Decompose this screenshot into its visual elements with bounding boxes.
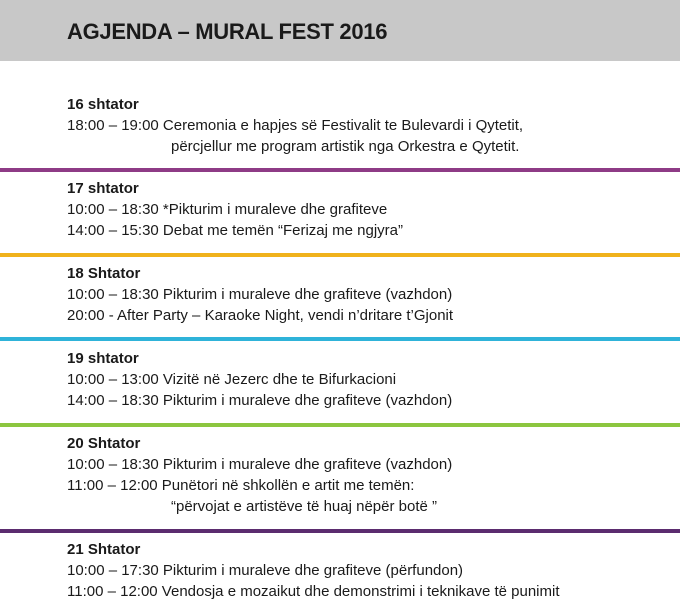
section-divider [0,529,680,533]
agenda-item-continuation: “përvojat e artistëve të huaj nëpër botë ” [171,498,437,515]
day-section-18 [67,263,677,326]
agenda-item: 10:00 – 18:30 *Pikturim i muraleve dhe grafiteve [67,201,388,218]
day-heading: 17 shtator [67,180,139,197]
agenda-item: 10:00 – 18:30 Pikturim i muraleve dhe grafiteve (vazhdon) [67,286,453,303]
day-section-17 [67,178,677,241]
agenda-item: 14:00 – 15:30 Debat me temën “Ferizaj me ngjyra” [67,222,403,239]
agenda-item: 11:00 – 12:00 Punëtori në shkollën e artit me temën: [67,477,415,494]
day-section-21 [67,539,677,602]
section-divider [0,423,680,427]
section-divider [0,253,680,257]
section-divider [0,337,680,341]
day-heading: 20 Shtator [67,435,141,452]
agenda-item: 10:00 – 17:30 Pikturim i muraleve dhe grafiteve (përfundon) [67,562,464,579]
agenda-item: 20:00 - After Party – Karaoke Night, vendi n’dritare t’Gjonit [67,307,454,324]
day-heading: 18 Shtator [67,265,141,282]
agenda-item-continuation: përcjellur me program artistik nga Orkestra e Qytetit. [171,138,520,155]
agenda-item: 14:00 – 18:30 Pikturim i muraleve dhe grafiteve (vazhdon) [67,392,453,409]
day-heading: 19 shtator [67,350,139,367]
day-heading: 16 shtator [67,96,139,113]
section-divider [0,168,680,172]
agenda-item: 18:00 – 19:00 Ceremonia e hapjes së Festivalit te Bulevardi i Qytetit, [67,117,524,134]
agenda-item: 10:00 – 13:00 Vizitë në Jezerc dhe te Bifurkacioni [67,371,397,388]
page-title: AGJENDA – MURAL FEST 2016 [67,19,388,44]
header-bar [0,0,680,61]
day-section-16 [67,94,677,157]
agenda-item: 10:00 – 18:30 Pikturim i muraleve dhe grafiteve (vazhdon) [67,456,453,473]
day-section-19 [67,348,677,411]
agenda-item: 11:00 – 12:00 Vendosja e mozaikut dhe demonstrimi i teknikave të punimit [67,583,560,600]
day-section-20 [67,433,677,517]
day-heading: 21 Shtator [67,541,141,558]
